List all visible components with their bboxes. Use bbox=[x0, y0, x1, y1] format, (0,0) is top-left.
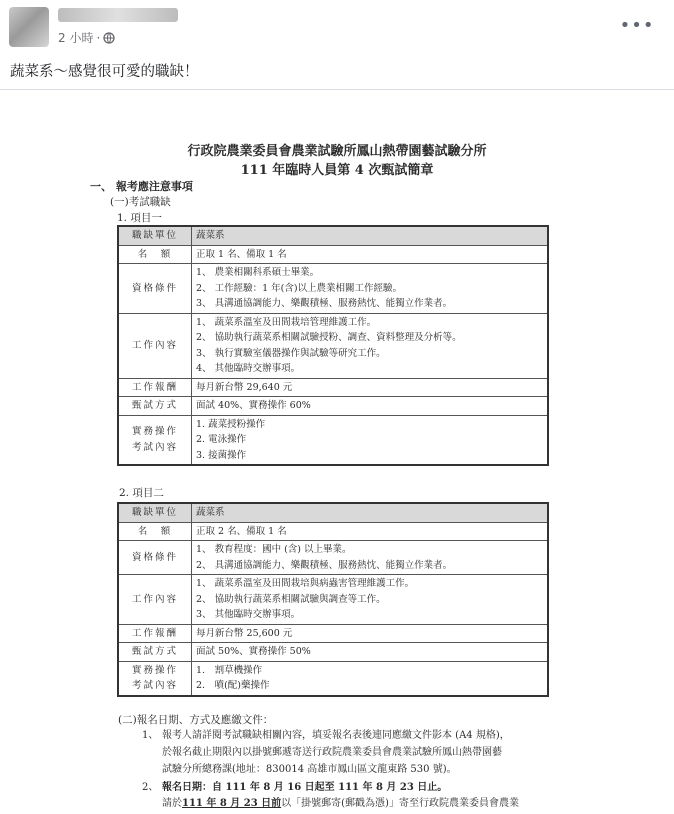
post-meta: 2 小時 · bbox=[58, 29, 115, 46]
para-1-line-3: 試驗分所總務課(地址：830014 高雄市鳳山區文龍東路 530 號)。 bbox=[162, 764, 457, 775]
globe-icon bbox=[103, 32, 115, 44]
item-one-heading: 1. 項目一 bbox=[117, 212, 162, 224]
para-1-number: 1、 bbox=[142, 730, 159, 741]
more-horizontal-icon: ••• bbox=[619, 14, 655, 36]
doc-subtitle: 111 年臨時人員第 4 次甄試簡章 bbox=[240, 163, 434, 178]
avatar[interactable] bbox=[9, 7, 49, 47]
para-2-line-1: 報名日期：自 111 年 8 月 16 日起至 111 年 8 月 23 日止。 bbox=[162, 782, 448, 793]
post-image-document[interactable] bbox=[0, 89, 674, 814]
section-heading: 一、 報考應注意事項 bbox=[90, 180, 193, 193]
doc-title: 行政院農業委員會農業試驗所鳳山熱帶園藝試驗分所 bbox=[187, 144, 487, 159]
more-options-button[interactable] bbox=[619, 12, 655, 38]
item-two-heading: 2. 項目二 bbox=[119, 487, 164, 499]
job-table-2: 職缺單位 蔬菜系 名 額 正取 2 名、備取 1 名 資格條件 1、 教育程度：國中 (含) 以上畢業。 2、 具溝通協調能力、樂觀積極、服務熱忱、能獨立作業者。 工作內容 1、 蔬菜系溫室及田間栽培與病蟲害管理維護工作。 2、 協助執行蔬菜系相關試驗與調查等工作。 3、 其他臨時交辦事項。 工作報酬 每月新台幣 25,600 元 甄試方式 面試 50%、實務操作 50% 實務操作 考試內容 1. 割草機操作 2. 噴(配)藥操作 bbox=[117, 502, 549, 697]
job-table-1: 職缺單位 蔬菜系 名 額 正取 1 名、備取 1 名 資格條件 1、 農業相關科系碩士畢業。 2、 工作經驗：1 年(含)以上農業相關工作經驗。 3、 具溝通協調能力、樂觀積極、服務熱忱、能獨立作業者。 工作內容 1、 蔬菜系溫室及田間栽培管理維護工作。 2、 協助執行蔬菜系相關試驗授粉、調查、資料整理及分析等。 3、 執行實驗室儀器操作與試驗等研究工作。 4、 其他臨時交辦事項。 工作報酬 每月新台幣 29,640 元 甄試方式 面試 40%、實務操作 60% 實務操作 考試內容 1. 蔬菜授粉操作 2. 電泳操作 3. 接菌操作 bbox=[117, 225, 549, 466]
post-header bbox=[0, 0, 674, 50]
para-2-line-2: 請於111 年 8 月 23 日前以「掛號郵寄(郵戳為憑)」寄至行政院農業委員會農業 bbox=[162, 798, 519, 809]
author-name-blurred[interactable] bbox=[58, 8, 178, 22]
para-1-line-2: 於報名截止期限內以掛號郵遞寄送行政院農業委員會農業試驗所鳳山熱帶園藝 bbox=[162, 747, 502, 758]
post-text: 蔬菜系～感覺很可愛的職缺！ bbox=[10, 64, 199, 80]
subsection-heading: (一)考試職缺 bbox=[110, 196, 171, 208]
post-time[interactable]: 2 小時 bbox=[58, 31, 94, 45]
subsection-heading-2: (二)報名日期、方式及應繳文件： bbox=[118, 714, 274, 726]
para-1-line-1: 報考人請詳閱考試職缺相關內容，填妥報名表後連同應繳文件影本 (A4 規格)， bbox=[162, 730, 510, 741]
para-2-number: 2、 bbox=[142, 782, 159, 793]
